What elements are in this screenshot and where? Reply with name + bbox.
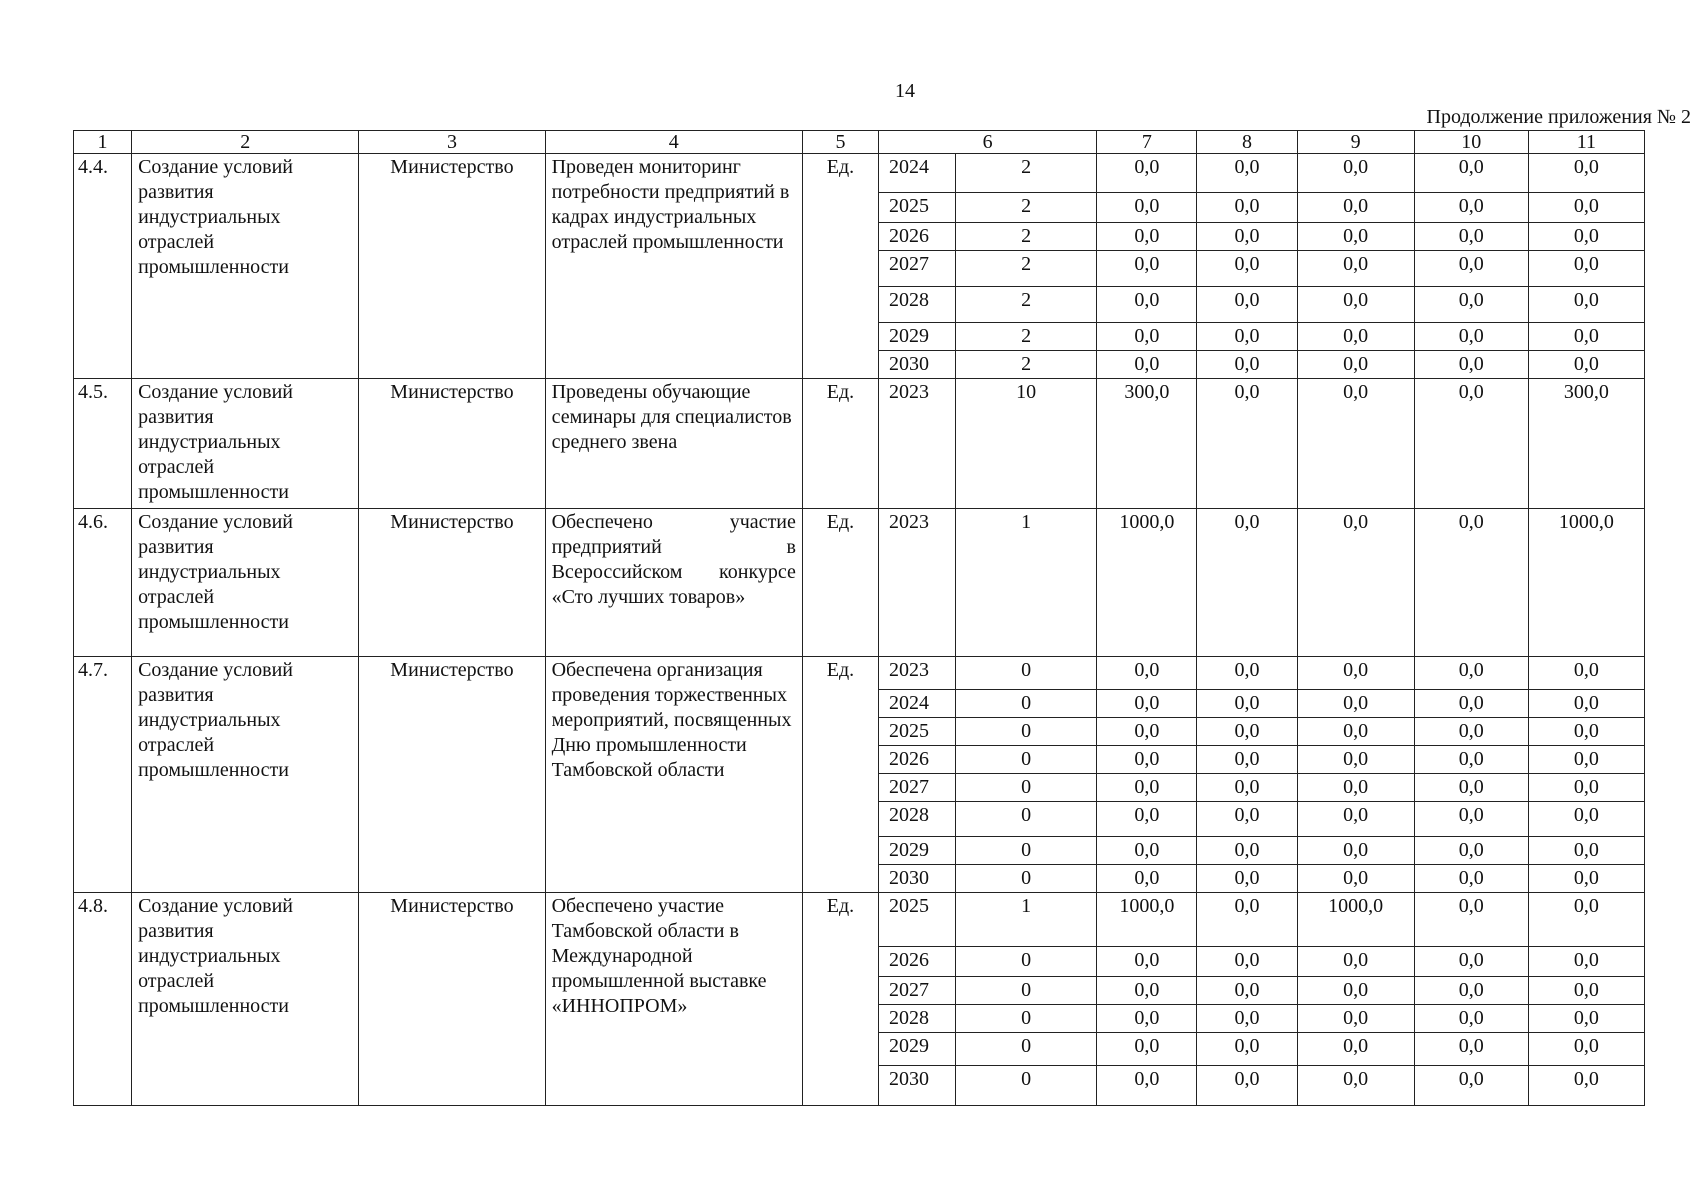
value-cell: 0 [956, 718, 1097, 746]
value-cell: 0,0 [1297, 774, 1414, 802]
value-cell: 2 [956, 223, 1097, 251]
value-cell: 0,0 [1414, 657, 1528, 690]
executor: Министерство [359, 657, 545, 893]
value-cell: 0,0 [1297, 351, 1414, 379]
value-cell: 0,0 [1297, 509, 1414, 657]
value-cell: 0,0 [1528, 1066, 1644, 1106]
header-cell: 3 [359, 131, 545, 154]
value-cell: 0,0 [1097, 746, 1197, 774]
value-cell: 0,0 [1097, 1005, 1197, 1033]
value-cell: 0 [956, 837, 1097, 865]
header-cell: 8 [1197, 131, 1297, 154]
year-cell: 2030 [878, 351, 955, 379]
value-cell: 300,0 [1097, 379, 1197, 509]
value-cell: 0 [956, 657, 1097, 690]
value-cell: 0,0 [1097, 223, 1197, 251]
value-cell: 0,0 [1197, 509, 1297, 657]
year-cell: 2029 [878, 837, 955, 865]
value-cell: 2 [956, 323, 1097, 351]
table-row [74, 379, 1645, 509]
year-cell: 2028 [878, 802, 955, 837]
value-cell: 0,0 [1414, 379, 1528, 509]
unit: Ед. [802, 154, 878, 379]
value-cell: 0,0 [1414, 509, 1528, 657]
value-cell: 0,0 [1297, 657, 1414, 690]
value-cell: 0,0 [1197, 746, 1297, 774]
value-cell: 0,0 [1197, 1033, 1297, 1066]
table-body [74, 131, 1645, 1106]
value-cell: 10 [956, 379, 1097, 509]
value-cell: 0,0 [1097, 837, 1197, 865]
result-description: Обеспечена организация проведения торжественных мероприятий, посвященных Дню промышленности Тамбовской области [545, 657, 802, 893]
value-cell: 0,0 [1197, 837, 1297, 865]
value-cell: 0,0 [1097, 718, 1197, 746]
value-cell: 2 [956, 154, 1097, 193]
value-cell: 0,0 [1297, 977, 1414, 1005]
unit: Ед. [802, 893, 878, 1106]
value-cell: 0,0 [1197, 323, 1297, 351]
value-cell: 0,0 [1197, 287, 1297, 323]
value-cell: 1 [956, 893, 1097, 947]
item-number: 4.6. [74, 509, 132, 657]
page-number: 14 [895, 80, 915, 102]
value-cell: 0 [956, 947, 1097, 977]
value-cell: 1000,0 [1097, 893, 1197, 947]
value-cell: 1000,0 [1097, 509, 1197, 657]
year-cell: 2023 [878, 509, 955, 657]
value-cell: 0,0 [1528, 893, 1644, 947]
value-cell: 1 [956, 509, 1097, 657]
value-cell: 0,0 [1197, 251, 1297, 287]
value-cell: 0,0 [1097, 657, 1197, 690]
activity-name: Создание условий развития индустриальных отраслей промышленности [132, 154, 359, 379]
value-cell: 0,0 [1528, 251, 1644, 287]
value-cell: 0,0 [1528, 351, 1644, 379]
value-cell: 0,0 [1197, 893, 1297, 947]
table-row [74, 893, 1645, 947]
value-cell: 0,0 [1414, 223, 1528, 251]
value-cell: 0,0 [1297, 690, 1414, 718]
header-row [74, 131, 1645, 154]
value-cell: 0,0 [1097, 947, 1197, 977]
value-cell: 0,0 [1297, 865, 1414, 893]
value-cell: 0,0 [1297, 251, 1414, 287]
value-cell: 0,0 [1528, 718, 1644, 746]
value-cell: 2 [956, 351, 1097, 379]
executor: Министерство [359, 379, 545, 509]
item-number: 4.5. [74, 379, 132, 509]
value-cell: 0,0 [1097, 154, 1197, 193]
value-cell: 0,0 [1528, 154, 1644, 193]
year-cell: 2023 [878, 657, 955, 690]
header-cell: 1 [74, 131, 132, 154]
year-cell: 2026 [878, 947, 955, 977]
value-cell: 0,0 [1414, 718, 1528, 746]
value-cell: 0,0 [1414, 351, 1528, 379]
value-cell: 0,0 [1197, 1066, 1297, 1106]
value-cell: 0,0 [1528, 774, 1644, 802]
value-cell: 0,0 [1528, 947, 1644, 977]
value-cell: 0 [956, 1033, 1097, 1066]
value-cell: 0,0 [1097, 351, 1197, 379]
value-cell: 0,0 [1414, 154, 1528, 193]
value-cell: 0,0 [1097, 323, 1197, 351]
value-cell: 0,0 [1297, 947, 1414, 977]
value-cell: 2 [956, 193, 1097, 223]
year-cell: 2025 [878, 893, 955, 947]
value-cell: 0,0 [1528, 837, 1644, 865]
value-cell: 1000,0 [1528, 509, 1644, 657]
value-cell: 0,0 [1528, 1005, 1644, 1033]
unit: Ед. [802, 509, 878, 657]
value-cell: 0,0 [1414, 323, 1528, 351]
value-cell: 0,0 [1414, 287, 1528, 323]
header-cell: 11 [1528, 131, 1644, 154]
value-cell: 0,0 [1414, 193, 1528, 223]
value-cell: 0,0 [1197, 379, 1297, 509]
result-description: Обеспечено участие предприятий в Всероссийском конкурсе «Сто лучших товаров» [545, 509, 802, 657]
value-cell: 0,0 [1097, 774, 1197, 802]
value-cell: 0,0 [1197, 977, 1297, 1005]
value-cell: 2 [956, 287, 1097, 323]
year-cell: 2023 [878, 379, 955, 509]
activity-name: Создание условий развития индустриальных отраслей промышленности [132, 657, 359, 893]
executor: Министерство [359, 893, 545, 1106]
value-cell: 0,0 [1097, 977, 1197, 1005]
value-cell: 0,0 [1414, 690, 1528, 718]
item-number: 4.8. [74, 893, 132, 1106]
value-cell: 0,0 [1297, 1005, 1414, 1033]
value-cell: 0,0 [1197, 1005, 1297, 1033]
year-cell: 2025 [878, 718, 955, 746]
value-cell: 0,0 [1297, 287, 1414, 323]
value-cell: 0 [956, 802, 1097, 837]
year-cell: 2026 [878, 223, 955, 251]
executor: Министерство [359, 509, 545, 657]
value-cell: 0,0 [1197, 802, 1297, 837]
year-cell: 2025 [878, 193, 955, 223]
value-cell: 0,0 [1197, 223, 1297, 251]
year-cell: 2030 [878, 865, 955, 893]
year-cell: 2027 [878, 977, 955, 1005]
header-cell: 5 [802, 131, 878, 154]
value-cell: 0,0 [1414, 1066, 1528, 1106]
year-cell: 2027 [878, 774, 955, 802]
executor: Министерство [359, 154, 545, 379]
plan-table [73, 130, 1645, 1106]
result-description: Проведен мониторинг потребности предприятий в кадрах индустриальных отраслей промышленности [545, 154, 802, 379]
activity-name: Создание условий развития индустриальных отраслей промышленности [132, 893, 359, 1106]
value-cell: 0,0 [1297, 1066, 1414, 1106]
value-cell: 0 [956, 977, 1097, 1005]
value-cell: 0,0 [1197, 718, 1297, 746]
value-cell: 0,0 [1528, 193, 1644, 223]
value-cell: 0,0 [1297, 718, 1414, 746]
value-cell: 0,0 [1097, 251, 1197, 287]
header-cell: 9 [1297, 131, 1414, 154]
value-cell: 0,0 [1528, 977, 1644, 1005]
value-cell: 1000,0 [1297, 893, 1414, 947]
value-cell: 0,0 [1197, 865, 1297, 893]
value-cell: 0,0 [1414, 865, 1528, 893]
value-cell: 0,0 [1528, 323, 1644, 351]
value-cell: 0,0 [1097, 802, 1197, 837]
value-cell: 0,0 [1297, 193, 1414, 223]
value-cell: 0,0 [1528, 287, 1644, 323]
value-cell: 0,0 [1097, 1066, 1197, 1106]
value-cell: 0,0 [1528, 1033, 1644, 1066]
unit: Ед. [802, 657, 878, 893]
header-cell: 2 [132, 131, 359, 154]
value-cell: 0,0 [1414, 802, 1528, 837]
activity-name: Создание условий развития индустриальных отраслей промышленности [132, 509, 359, 657]
value-cell: 0,0 [1297, 323, 1414, 351]
value-cell: 0,0 [1297, 837, 1414, 865]
year-cell: 2024 [878, 154, 955, 193]
value-cell: 0 [956, 746, 1097, 774]
value-cell: 0,0 [1097, 865, 1197, 893]
value-cell: 0,0 [1297, 154, 1414, 193]
value-cell: 0 [956, 774, 1097, 802]
value-cell: 0,0 [1414, 1005, 1528, 1033]
value-cell: 0 [956, 690, 1097, 718]
value-cell: 0,0 [1414, 1033, 1528, 1066]
value-cell: 0,0 [1097, 690, 1197, 718]
value-cell: 0,0 [1528, 657, 1644, 690]
value-cell: 0,0 [1197, 154, 1297, 193]
value-cell: 0,0 [1197, 657, 1297, 690]
activity-name: Создание условий развития индустриальных отраслей промышленности [132, 379, 359, 509]
year-cell: 2026 [878, 746, 955, 774]
value-cell: 2 [956, 251, 1097, 287]
table-row [74, 509, 1645, 657]
header-cell: 6 [878, 131, 1096, 154]
result-description: Обеспечено участие Тамбовской области в Международной промышленной выставке «ИННОПРОМ» [545, 893, 802, 1106]
value-cell: 0,0 [1197, 690, 1297, 718]
value-cell: 0,0 [1528, 690, 1644, 718]
value-cell: 0,0 [1297, 802, 1414, 837]
year-cell: 2027 [878, 251, 955, 287]
table-row [74, 657, 1645, 690]
value-cell: 0,0 [1528, 223, 1644, 251]
value-cell: 0,0 [1097, 1033, 1197, 1066]
value-cell: 0,0 [1414, 251, 1528, 287]
year-cell: 2028 [878, 287, 955, 323]
header-cell: 7 [1097, 131, 1197, 154]
unit: Ед. [802, 379, 878, 509]
header-cell: 4 [545, 131, 802, 154]
value-cell: 0,0 [1197, 947, 1297, 977]
value-cell: 0,0 [1414, 837, 1528, 865]
value-cell: 0,0 [1097, 193, 1197, 223]
value-cell: 0,0 [1297, 223, 1414, 251]
result-description: Проведены обучающие семинары для специалистов среднего звена [545, 379, 802, 509]
value-cell: 0,0 [1414, 893, 1528, 947]
value-cell: 300,0 [1528, 379, 1644, 509]
value-cell: 0 [956, 865, 1097, 893]
value-cell: 0,0 [1297, 379, 1414, 509]
value-cell: 0,0 [1414, 746, 1528, 774]
year-cell: 2028 [878, 1005, 955, 1033]
header-cell: 10 [1414, 131, 1528, 154]
year-cell: 2030 [878, 1066, 955, 1106]
item-number: 4.4. [74, 154, 132, 379]
appendix-continuation-label: Продолжение приложения № 2 [1426, 106, 1691, 128]
value-cell: 0,0 [1414, 947, 1528, 977]
value-cell: 0,0 [1414, 774, 1528, 802]
table-row [74, 154, 1645, 193]
year-cell: 2024 [878, 690, 955, 718]
value-cell: 0 [956, 1005, 1097, 1033]
value-cell: 0,0 [1528, 802, 1644, 837]
value-cell: 0,0 [1297, 746, 1414, 774]
year-cell: 2029 [878, 1033, 955, 1066]
year-cell: 2029 [878, 323, 955, 351]
value-cell: 0,0 [1197, 774, 1297, 802]
value-cell: 0,0 [1197, 351, 1297, 379]
value-cell: 0,0 [1197, 193, 1297, 223]
item-number: 4.7. [74, 657, 132, 893]
value-cell: 0,0 [1528, 865, 1644, 893]
value-cell: 0,0 [1414, 977, 1528, 1005]
value-cell: 0 [956, 1066, 1097, 1106]
value-cell: 0,0 [1297, 1033, 1414, 1066]
value-cell: 0,0 [1097, 287, 1197, 323]
value-cell: 0,0 [1528, 746, 1644, 774]
